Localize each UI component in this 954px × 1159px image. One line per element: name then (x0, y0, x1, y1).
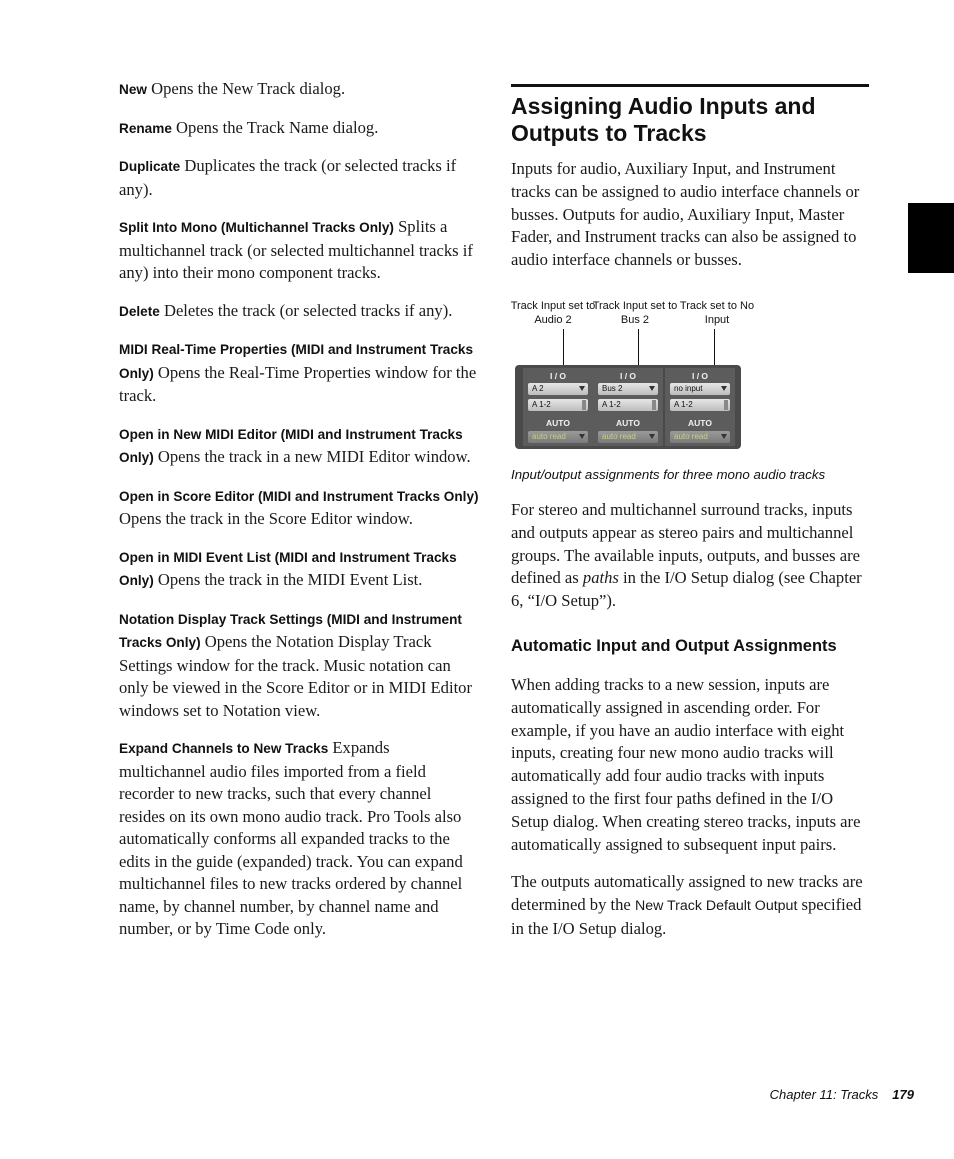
entry-term: New (119, 82, 147, 97)
auto-label: AUTO (688, 417, 712, 428)
menu-entry-split-into-mono (119, 216, 479, 285)
page-footer (770, 1087, 914, 1102)
entry-term: Rename (119, 120, 172, 136)
output-selector[interactable] (528, 399, 588, 411)
automation-mode-value: auto read (602, 431, 636, 441)
entry-text: Opens the track in a new MIDI Editor window. (153, 447, 471, 466)
paragraph-text: The outputs automatically assigned to new tracks are determined by the (511, 872, 863, 915)
right-column (511, 78, 869, 956)
paragraph-text: specified in the I/O Setup dialog. (511, 895, 862, 938)
entry-text: Expands multichannel audio files imported from a field recorder to new tracks, such that every channel resides on its own mono audio track. Pro Tools also automatically conforms all expanded tracks to the edits in the guide (expanded) track. You can expand multichannel files to new tracks ordered by channel name, by channel number, by channel name and number, or by Time Code only. (119, 738, 463, 938)
track-strip-1 (523, 368, 593, 446)
chevron-down-icon (721, 434, 727, 439)
output-meter-icon (724, 400, 728, 410)
io-label: I / O (691, 370, 709, 381)
entry-text: Opens the track in the MIDI Event List. (153, 570, 423, 589)
entry-term: Split Into Mono (Multichannel Tracks Only) (119, 220, 394, 235)
entry-term: Expand Channels to New Tracks (119, 741, 329, 756)
input-value: no input (674, 383, 703, 393)
automation-mode-selector[interactable] (598, 431, 658, 443)
paragraph-text: For stereo and multichannel surround tracks, inputs and outputs appear as stereo pairs and multichannel groups. The available inputs, outputs, and busses are defined as (511, 499, 861, 588)
intro-paragraph: Inputs for audio, Auxiliary Input, and Instrument tracks can be assigned to audio interface channels or busses. Outputs for audio, Auxiliary Input, Master Fader, and Instrument tracks can also be assigned to audio interface channels or busses. (511, 159, 860, 270)
entry-term: MIDI Real-Time Properties (MIDI and Instrument Tracks Only) (119, 342, 474, 381)
auto-label: AUTO (616, 417, 640, 428)
outputs-paragraph (511, 871, 869, 940)
automation-mode-selector[interactable] (528, 431, 588, 443)
chevron-down-icon (579, 434, 585, 439)
menu-entry-notation-display (119, 608, 479, 723)
menu-entry-new (119, 78, 479, 102)
menu-entry-midi-realtime (119, 338, 479, 408)
entry-text: Duplicates the track (or selected tracks if any). (119, 156, 457, 199)
chapter-thumb-tab (908, 203, 954, 273)
menu-entry-rename (119, 117, 479, 141)
chevron-down-icon (649, 434, 655, 439)
callout-bus-2: Track Input set to Bus 2 (592, 299, 678, 326)
input-selector[interactable] (598, 383, 658, 395)
track-strip-3 (665, 368, 735, 446)
entry-term: Open in New MIDI Editor (MIDI and Instrument Tracks Only) (119, 426, 463, 465)
menu-entry-open-midi-event-list (119, 546, 479, 593)
auto-label: AUTO (546, 417, 570, 428)
output-value: A 1-2 (532, 399, 551, 409)
entry-term: Delete (119, 303, 160, 319)
figure-caption: Input/output assignments for three mono audio tracks (511, 466, 826, 482)
io-label: I / O (619, 370, 637, 381)
entry-text: Opens the track in the Score Editor window. (119, 509, 413, 528)
callout-no-input: Track set to No Input (679, 299, 755, 326)
menu-entry-open-midi-editor (119, 423, 479, 470)
section-heading: Assigning Audio Inputs and Outputs to Tracks (511, 93, 816, 146)
input-selector[interactable] (670, 383, 730, 395)
entry-term: Open in MIDI Event List (MIDI and Instrument Tracks Only) (119, 549, 457, 588)
entry-text: Opens the Notation Display Track Settings window for the track. Music notation can only be viewed in the Score Editor or in MIDI Editor windows set to Notation view. (119, 632, 472, 720)
menu-entry-duplicate (119, 155, 479, 201)
entry-text: Deletes the track (or selected tracks if any). (159, 300, 453, 320)
entry-text: Splits a multichannel track (or selected multichannel tracks if any) into their mono component tracks. (119, 217, 473, 282)
entry-term: Open in Score Editor (MIDI and Instrument Tracks Only) (119, 488, 479, 504)
chevron-down-icon (721, 386, 727, 391)
input-value: Bus 2 (602, 383, 623, 393)
io-label: I / O (549, 370, 567, 381)
ui-term: New Track Default Output (634, 898, 798, 915)
entry-term: Duplicate (119, 159, 181, 174)
entry-text: Opens the Real-Time Properties window for the track. (119, 362, 477, 405)
track-strip-2 (593, 368, 663, 446)
automation-mode-selector[interactable] (670, 431, 730, 443)
menu-entry-open-score-editor (119, 485, 479, 531)
automation-mode-value: auto read (532, 431, 566, 441)
output-meter-icon (652, 400, 656, 410)
left-column (119, 78, 479, 956)
output-selector[interactable] (598, 399, 658, 411)
chevron-down-icon (579, 386, 585, 391)
automation-mode-value: auto read (674, 431, 708, 441)
paragraph-emphasis: paths (582, 568, 619, 588)
footer-chapter: Chapter 11: Tracks (769, 1087, 879, 1102)
output-meter-icon (582, 400, 586, 410)
entry-text: Opens the Track Name dialog. (171, 117, 379, 137)
chevron-down-icon (649, 386, 655, 391)
input-value: A 2 (532, 383, 544, 393)
stereo-paragraph (511, 499, 869, 613)
output-value: A 1-2 (602, 399, 621, 409)
io-figure (511, 287, 869, 459)
page-number: 179 (892, 1087, 914, 1102)
io-panel (515, 365, 741, 449)
menu-entry-expand-channels (119, 737, 479, 941)
auto-assign-paragraph: When adding tracks to a new session, inputs are automatically assigned in ascending order. For example, if you have an audio interface with eight inputs, creating four new mono audio tracks will automatically add four audio tracks with inputs assigned to the first four paths defined in the I/O Setup dialog. When creating stereo tracks, inputs are automatically assigned to subsequent input pairs. (511, 674, 861, 854)
paragraph-text: in the I/O Setup dialog (see Chapter 6, “I/O Setup”). (511, 568, 862, 611)
entry-term: Notation Display Track Settings (MIDI and Instrument Tracks Only) (119, 611, 462, 650)
input-selector[interactable] (528, 383, 588, 395)
output-value: A 1-2 (674, 399, 693, 409)
section-rule (511, 84, 869, 87)
callout-audio-2: Track Input set to Audio 2 (510, 299, 596, 326)
menu-entry-delete (119, 300, 479, 324)
output-selector[interactable] (670, 399, 730, 411)
subsection-heading: Automatic Input and Output Assignments (511, 636, 837, 655)
entry-text: Opens the New Track dialog. (146, 79, 346, 98)
